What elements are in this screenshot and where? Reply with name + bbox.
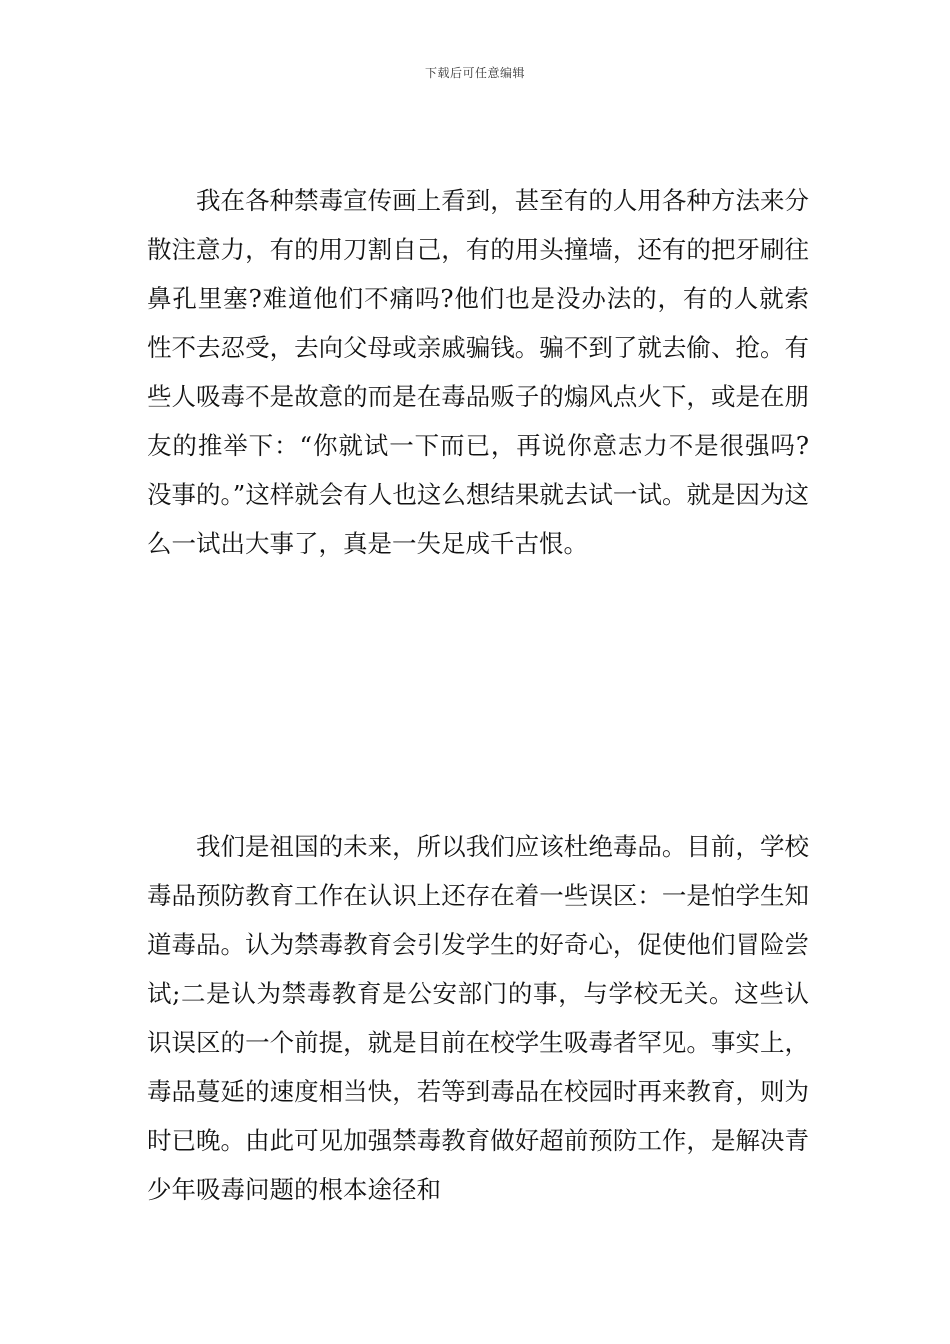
body-paragraph-1: 我在各种禁毒宣传画上看到，甚至有的人用各种方法来分散注意力，有的用刀割自己，有的用头撞墙，还有的把牙刷往鼻孔里塞?难道他们不痛吗?他们也是没办法的，有的人就索性不去忍受，去向父母或亲戚骗钱。骗不到了就去偷、抢。有些人吸毒不是故意的而是在毒品贩子的煽风点火下，或是在朋友的推举下：“你就试一下而已，再说你意志力不是很强吗?没事的。”这样就会有人也这么想结果就去试一试。就是因为这么一试出大事了，真是一失足成千古恨。 xyxy=(147,186,809,558)
body-paragraph-2: 我们是祖国的未来，所以我们应该杜绝毒品。目前，学校毒品预防教育工作在认识上还存在着一些误区：一是怕学生知道毒品。认为禁毒教育会引发学生的好奇心，促使他们冒险尝试;二是认为禁毒教育是公安部门的事，与学校无关。这些认识误区的一个前提，就是目前在校学生吸毒者罕见。事实上，毒品蔓延的速度相当快，若等到毒品在校园时再来教育，则为时已晚。由此可见加强禁毒教育做好超前预防工作，是解决青少年吸毒问题的根本途径和 xyxy=(147,832,809,1204)
page-header: 下载后可任意编辑 xyxy=(424,66,525,80)
